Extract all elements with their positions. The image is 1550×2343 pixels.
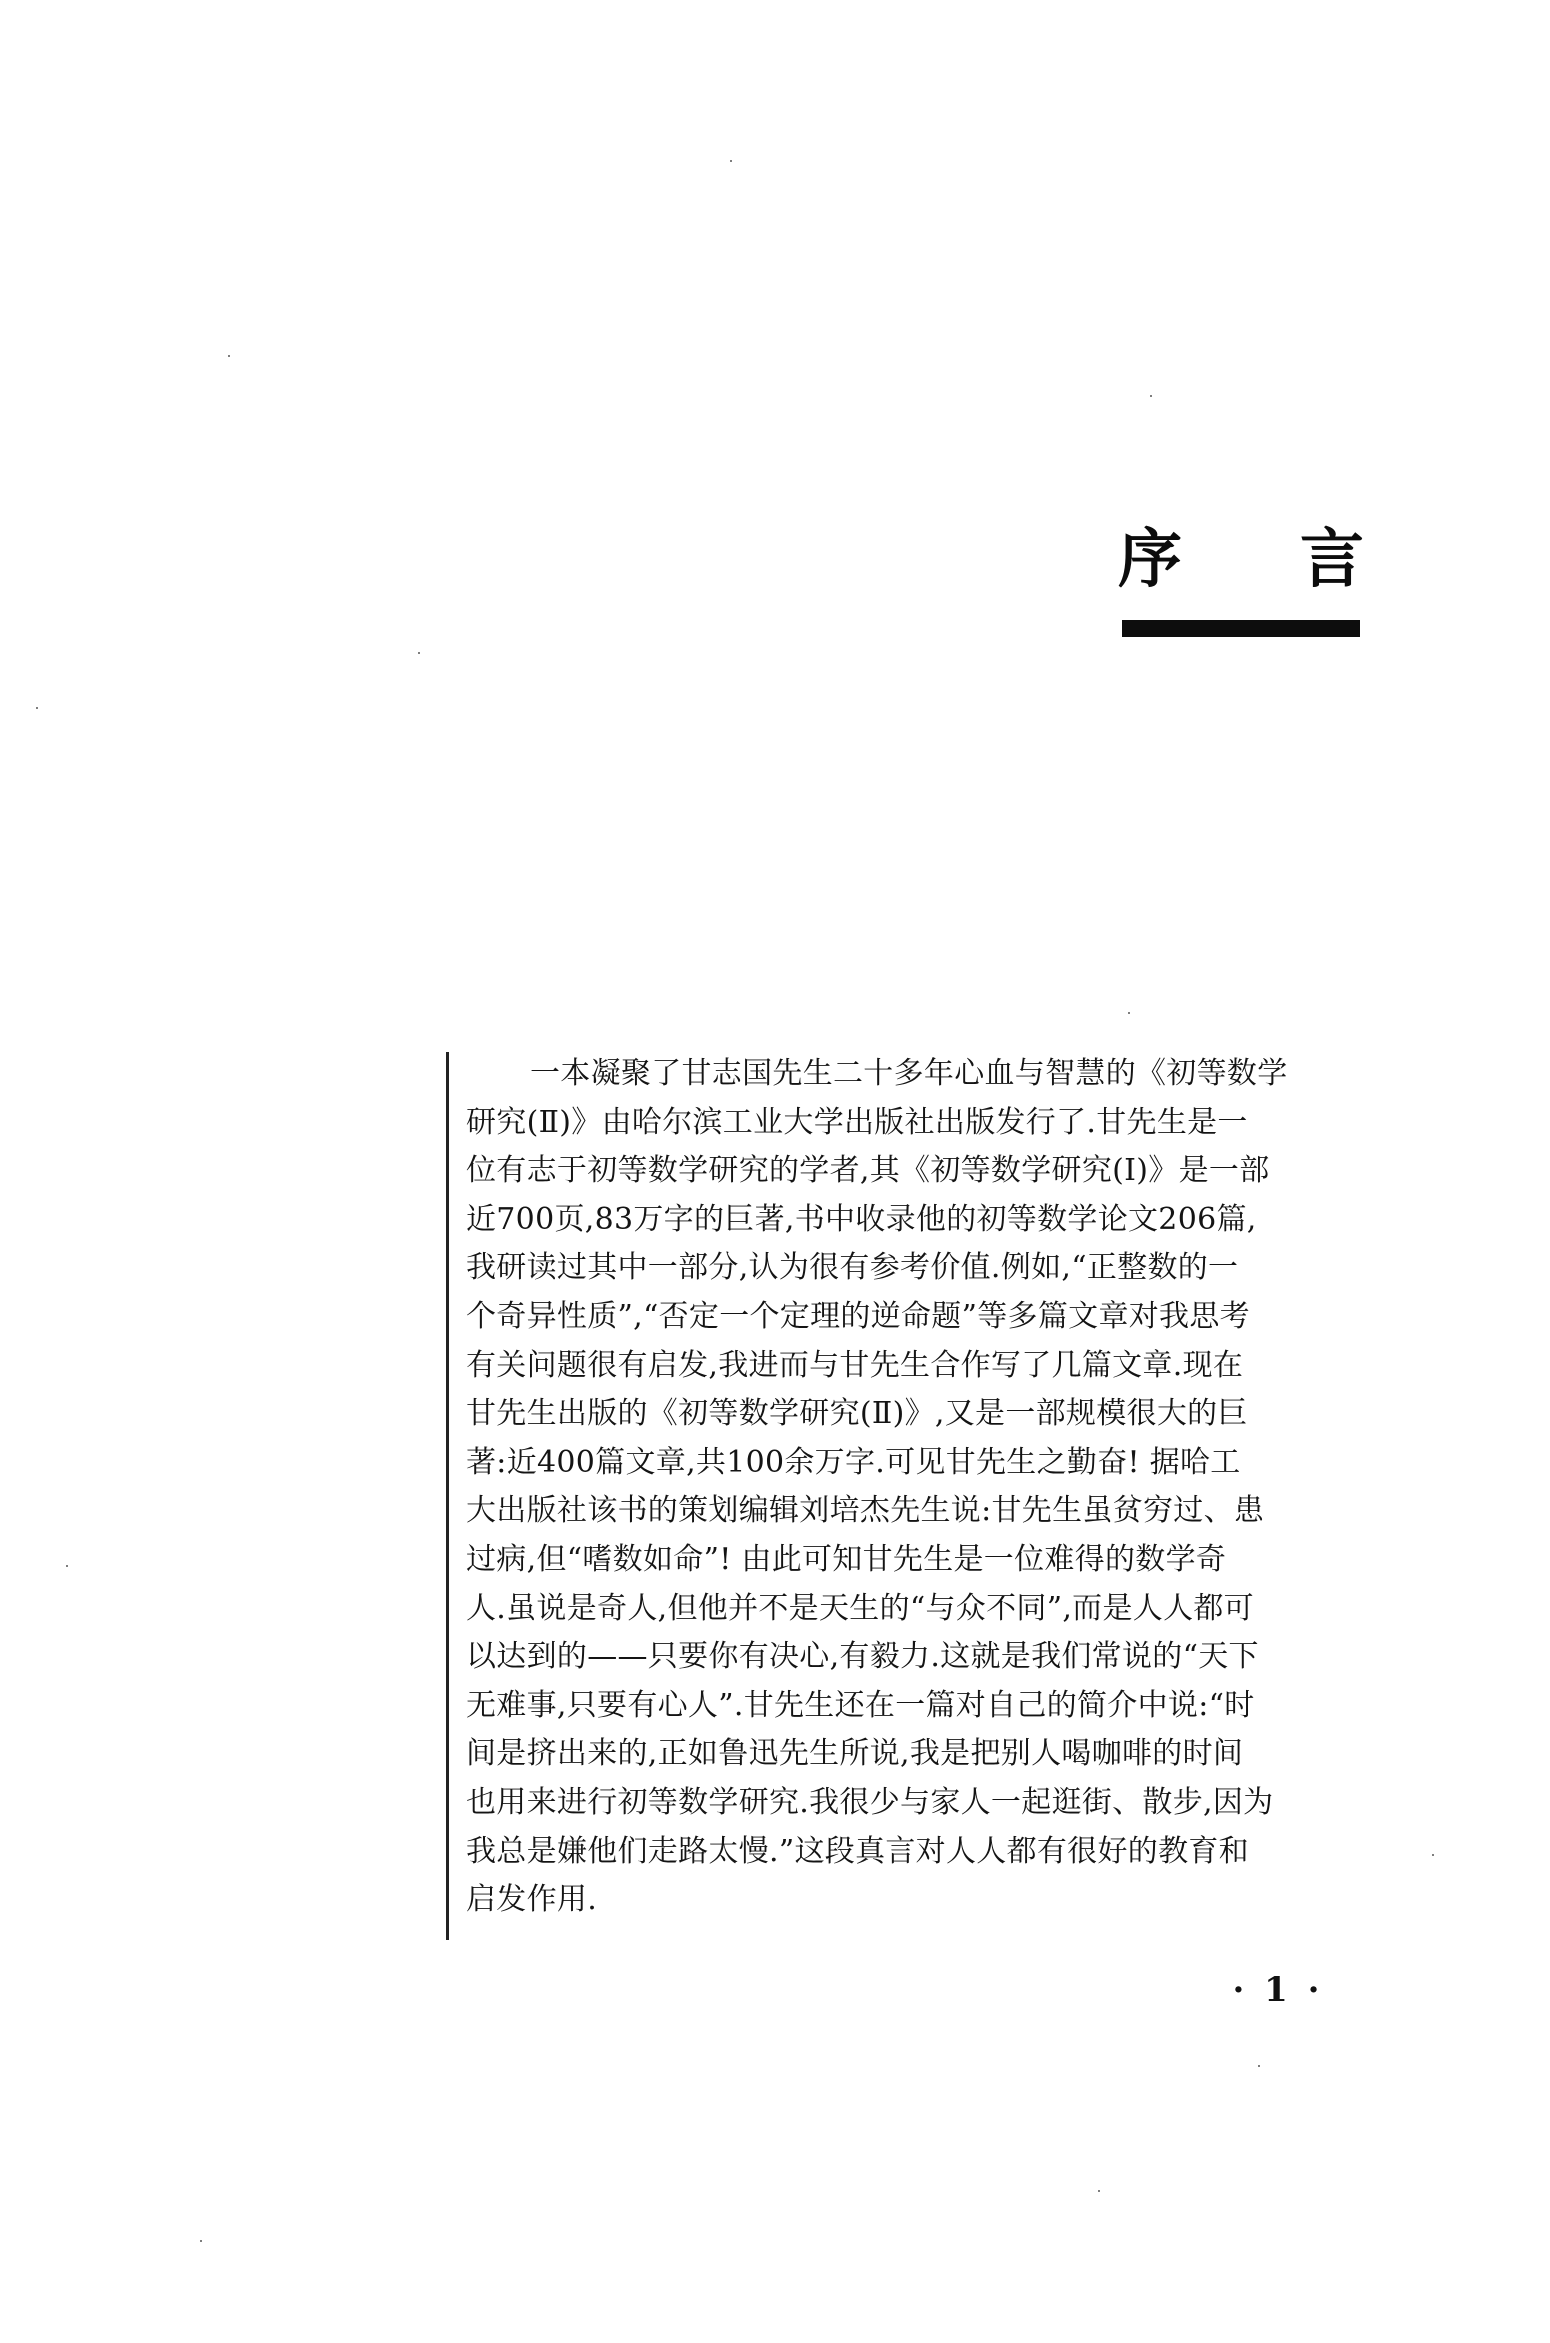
body-line: 无难事,只要有心人”.甘先生还在一篇对自己的简介中说:“时 (466, 1687, 1255, 1723)
scan-speck (1432, 1854, 1434, 1856)
scan-speck (1258, 2065, 1260, 2067)
preface-body (466, 1050, 1362, 1925)
scan-speck (418, 652, 420, 654)
body-line: 启发作用. (466, 1882, 598, 1918)
body-line: 人.虽说是奇人,但他并不是天生的“与众不同”,而是人人都可 (466, 1590, 1254, 1626)
page-number: · 1 · (1232, 1970, 1324, 2010)
section-title (1118, 520, 1364, 600)
body-line: 过病,但“嗜数如命”! 由此可知甘先生是一位难得的数学奇 (466, 1541, 1227, 1577)
scan-speck (730, 160, 732, 162)
scan-speck (200, 2240, 202, 2242)
scan-speck (228, 355, 230, 357)
body-line: 一本凝聚了甘志国先生二十多年心血与智慧的《初等数学 (530, 1056, 1288, 1091)
section-title-char-2: 言 (1300, 523, 1364, 597)
body-line: 位有志于初等数学研究的学者,其《初等数学研究(Ⅰ)》是一部 (466, 1153, 1270, 1189)
scan-speck (66, 1565, 68, 1567)
scan-speck (1150, 395, 1152, 397)
scan-speck (1128, 1012, 1130, 1014)
margin-rule (446, 1052, 449, 1940)
body-line: 我研读过其中一部分,认为很有参考价值.例如,“正整数的一 (466, 1250, 1239, 1286)
scan-speck (36, 707, 38, 709)
body-line: 以达到的——只要你有决心,有毅力.这就是我们常说的“天下 (466, 1639, 1259, 1675)
body-line: 个奇异性质”,“否定一个定理的逆命题”等多篇文章对我思考 (466, 1298, 1250, 1334)
body-line: 近700页,83万字的巨著,书中收录他的初等数学论文206篇, (466, 1201, 1257, 1237)
section-title-char-1: 序 (1118, 523, 1182, 597)
scan-speck (1098, 2190, 1100, 2192)
title-underline-bar (1122, 620, 1360, 637)
body-line: 大出版社该书的策划编辑刘培杰先生说:甘先生虽贫穷过、患 (466, 1493, 1265, 1529)
body-line: 我总是嫌他们走路太慢.”这段真言对人人都有很好的教育和 (466, 1833, 1249, 1869)
body-line: 也用来进行初等数学研究.我很少与家人一起逛街、散步,因为 (466, 1784, 1274, 1820)
body-line: 研究(Ⅱ)》由哈尔滨工业大学出版社出版发行了.甘先生是一 (466, 1104, 1248, 1140)
body-line: 著:近400篇文章,共100余万字.可见甘先生之勤奋! 据哈工 (466, 1444, 1241, 1480)
body-line: 有关问题很有启发,我进而与甘先生合作写了几篇文章.现在 (466, 1347, 1244, 1383)
body-line: 间是挤出来的,正如鲁迅先生所说,我是把别人喝咖啡的时间 (466, 1736, 1244, 1772)
body-line: 甘先生出版的《初等数学研究(Ⅱ)》,又是一部规模很大的巨 (466, 1396, 1248, 1432)
